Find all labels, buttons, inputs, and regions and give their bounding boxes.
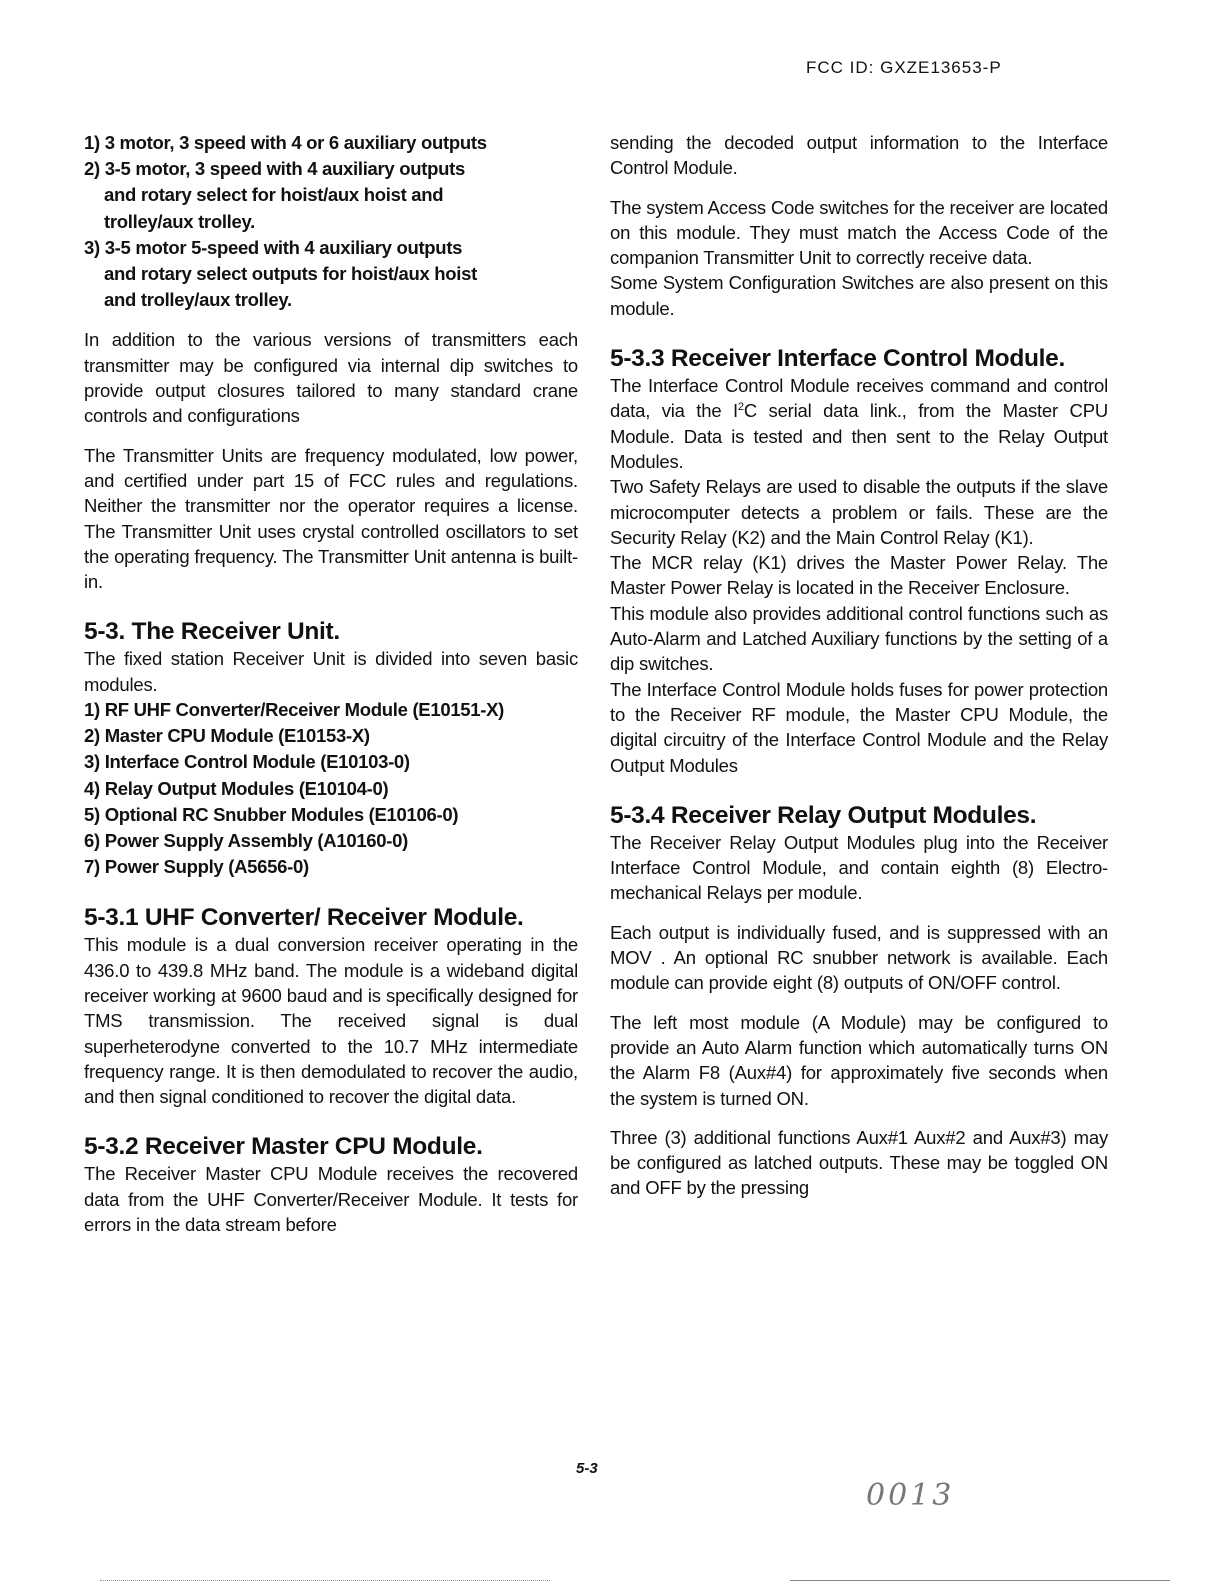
list-item: 3) 3-5 motor 5-speed with 4 auxiliary outputs and rotary select outputs for hoist/aux hoist and trolley/aux trolley. <box>84 236 477 311</box>
left-column <box>84 130 578 1237</box>
superscript: 2 <box>737 401 744 414</box>
paragraph: The Receiver Relay Output Modules plug into the Receiver Interface Control Module, and contain eighth (8) Electro-mechanical Relays per module. <box>610 831 1108 904</box>
list-item: 2) 3-5 motor, 3 speed with 4 auxiliary outputs and rotary select for hoist/aux hoist and trolley/aux trolley. <box>84 158 465 232</box>
list-item: 5) Optional RC Snubber Modules (E10106-0) <box>84 803 459 825</box>
paragraph <box>610 373 1108 474</box>
fcc-id: FCC ID: GXZE13653-P <box>806 58 1002 77</box>
list-item: 1) RF UHF Converter/Receiver Module (E10151-X) <box>84 698 505 720</box>
paragraph: The Receiver Master CPU Module receives the recovered data from the UHF Converter/Receiver Module. It tests for errors in the data stream before <box>84 1163 578 1236</box>
paragraph: sending the decoded output information to the Interface Control Module. <box>610 132 1108 179</box>
paragraph: Some System Configuration Switches are also present on this module. <box>610 272 1108 319</box>
list-item: 3) Interface Control Module (E10103-0) <box>84 751 410 773</box>
paragraph: Each output is individually fused, and is suppressed with an MOV . An optional RC snubber network is available. Each module can provide eight (8) outputs of ON/OFF control. <box>610 921 1108 994</box>
paragraph: The Interface Control Module holds fuses for power protection to the Receiver RF module, the Master CPU Module, the digital circuitry of the Interface Control Module and the Relay Output Modules <box>610 678 1108 776</box>
paragraph: The MCR relay (K1) drives the Master Power Relay. The Master Power Relay is located in the Receiver Enclosure. <box>610 552 1108 599</box>
text-run: The Interface Control Module receives command and control data, via the I <box>610 375 1108 422</box>
section-heading: 5-3.2 Receiver Master CPU Module. <box>84 1133 483 1161</box>
list-item: 2) Master CPU Module (E10153-X) <box>84 725 370 747</box>
right-column <box>610 130 1108 1201</box>
section-heading: 5-3.3 Receiver Interface Control Module. <box>610 345 1065 373</box>
section-heading: 5-3.1 UHF Converter/ Receiver Module. <box>84 904 524 932</box>
paragraph: The left most module (A Module) may be configured to provide an Auto Alarm function which automatically turns ON the Alarm F8 (Aux#4) for approximately five seconds when the system is turned ON. <box>610 1011 1108 1109</box>
paragraph: This module also provides additional control functions such as Auto-Alarm and Latched Auxiliary functions by the setting of a dip switches. <box>610 602 1108 675</box>
text-run: C serial data link., from the Master CPU Module. Data is tested and then sent to the Relay Output Modules. <box>610 400 1108 472</box>
paragraph: The fixed station Receiver Unit is divided into seven basic modules. <box>84 648 578 695</box>
list-item: 7) Power Supply (A5656-0) <box>84 856 309 878</box>
scan-artifact-line <box>100 1580 550 1582</box>
paragraph: In addition to the various versions of transmitters each transmitter may be configured via internal dip switches to provide output closures tailored to many standard crane controls and configurations <box>84 329 578 427</box>
list-item: 6) Power Supply Assembly (A10160-0) <box>84 830 408 851</box>
transmitter-config-list <box>84 130 496 313</box>
page-number: 5-3 <box>576 1460 598 1477</box>
paragraph: Two Safety Relays are used to disable the outputs if the slave microcomputer detects a problem or fails. These are the Security Relay (K2) and the Main Control Relay (K1). <box>610 476 1108 548</box>
section-heading: 5-3.4 Receiver Relay Output Modules. <box>610 801 1037 829</box>
paragraph: The Transmitter Units are frequency modulated, low power, and certified under part 15 of FCC rules and regulations. Neither the transmitter nor the operator requires a license. The Transmitter Unit uses crystal controlled oscillators to set the operating frequency. The Transmitter Unit antenna is built-in. <box>84 444 578 593</box>
paragraph: Three (3) additional functions Aux#1 Aux#2 and Aux#3) may be configured as latched outputs. These may be toggled ON and OFF by the pressing <box>610 1126 1108 1199</box>
list-item: 1) 3 motor, 3 speed with 4 or 6 auxiliary outputs <box>84 132 487 153</box>
paragraph: The system Access Code switches for the receiver are located on this module. They must match the Access Code of the companion Transmitter Unit to correctly receive data. <box>610 196 1108 269</box>
paragraph: This module is a dual conversion receiver operating in the 436.0 to 439.8 MHz band. The module is a wideband digital receiver working at 9600 baud and is specifically designed for TMS transmission. The received signal is dual superheterodyne converted to the 10.7 MHz intermediate frequency range. It is then demodulated to recover the audio, and then signal conditioned to recover the digital data. <box>84 934 578 1108</box>
list-item: 4) Relay Output Modules (E10104-0) <box>84 777 389 799</box>
section-heading: 5-3. The Receiver Unit. <box>84 618 340 646</box>
receiver-module-list <box>84 697 530 880</box>
handwritten-mark: 0013 <box>866 1478 955 1513</box>
scan-artifact-line <box>790 1580 1170 1582</box>
